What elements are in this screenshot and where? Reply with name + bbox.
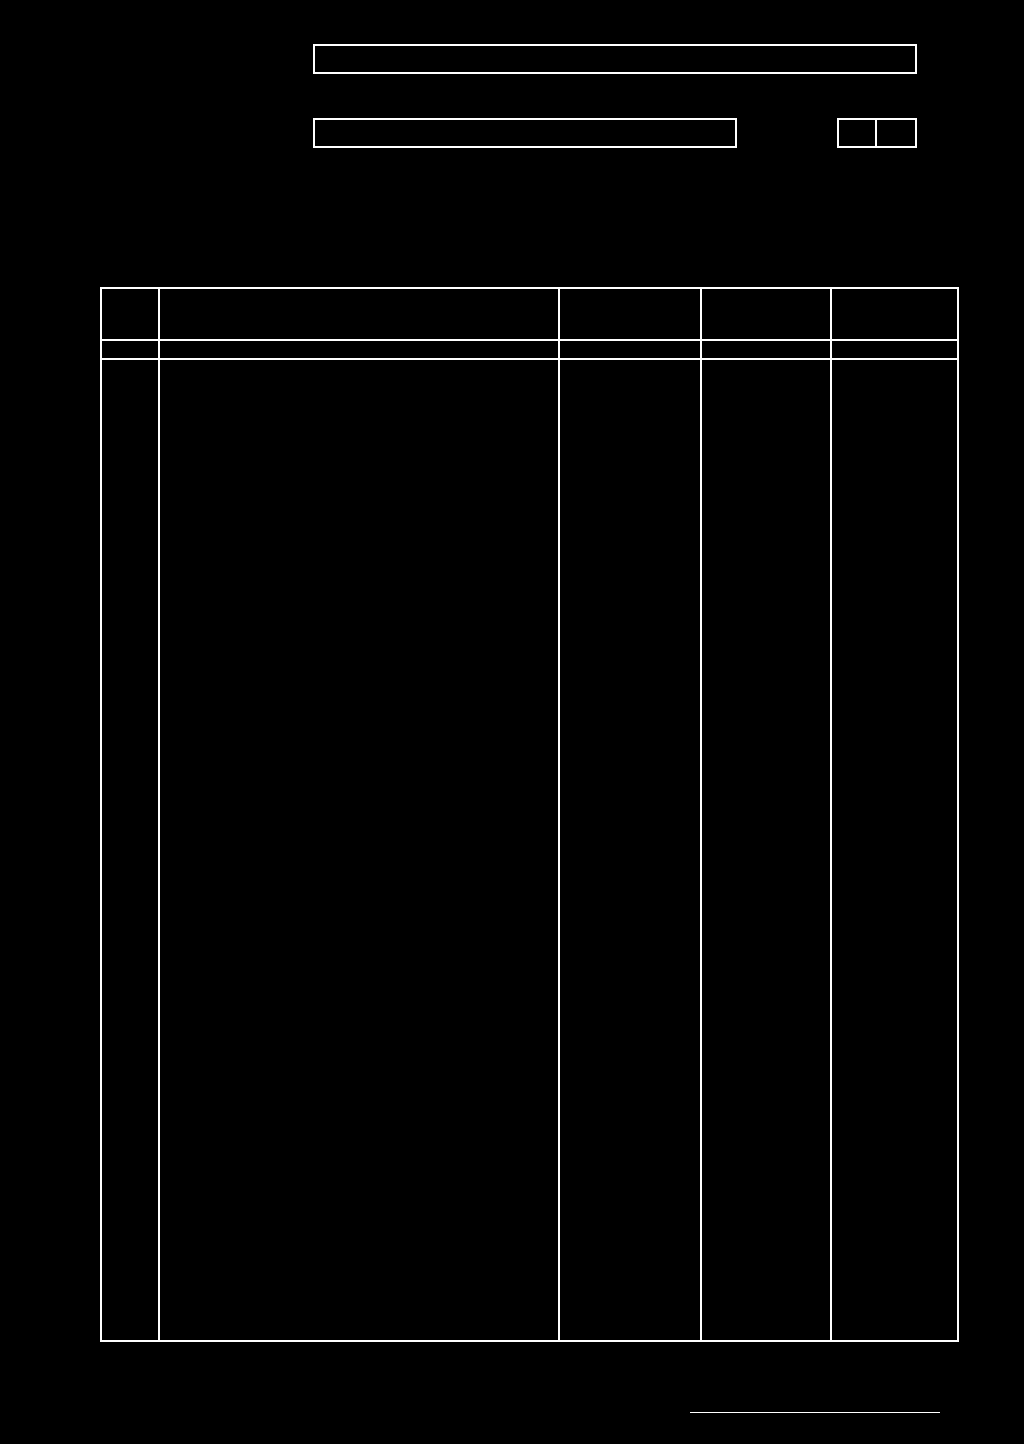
signature-line (690, 1412, 940, 1413)
extra-boxes (837, 118, 917, 148)
cg-number-boxes (313, 118, 737, 148)
stat-number-boxes (313, 44, 917, 74)
company-stamp (400, 1348, 680, 1351)
income-statement-table (100, 287, 959, 1342)
